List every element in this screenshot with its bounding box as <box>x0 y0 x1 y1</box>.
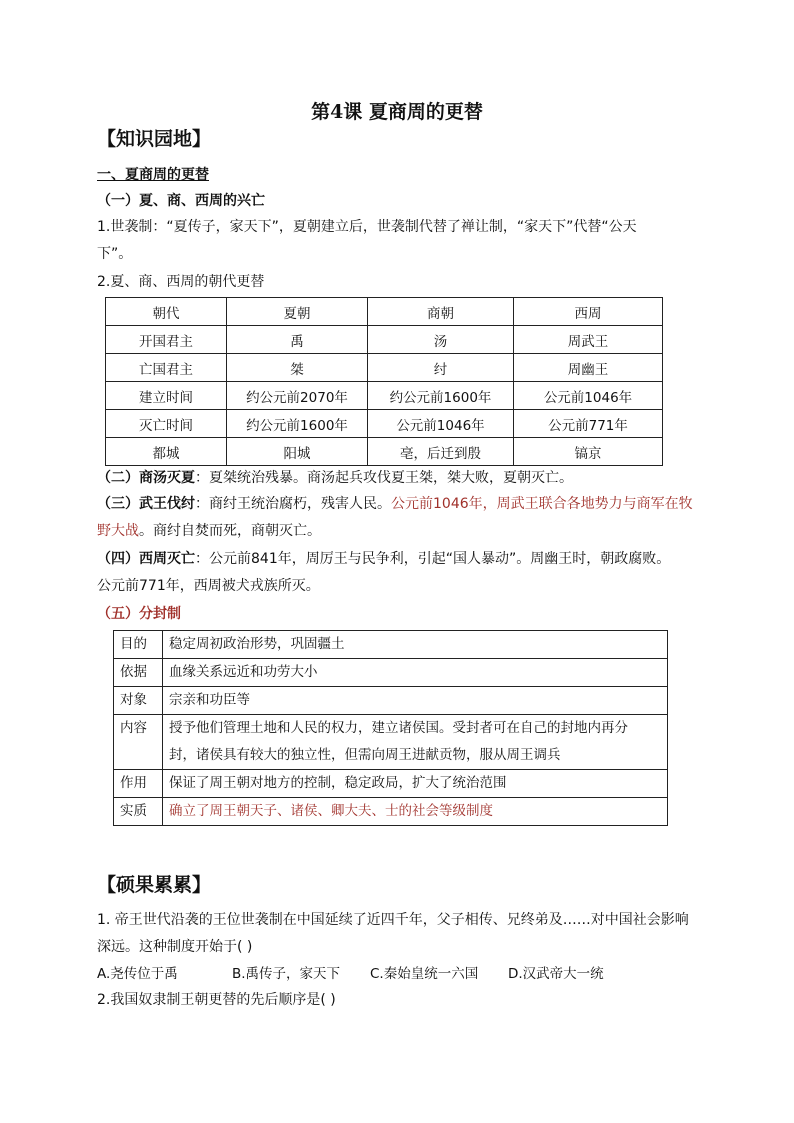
option-b[interactable]: B.禹传子，家天下 <box>232 966 341 982</box>
table-cell: 桀 <box>227 354 368 382</box>
table-row <box>114 715 668 770</box>
text-span: 。商纣自焚而死，商朝灭亡。 <box>139 523 321 539</box>
text-line: 1. 帝王世代沿袭的王位世袭制在中国延续了近四千年，父子相传、兄终弟及……对中国社会影响 <box>97 912 689 928</box>
table-row <box>106 382 663 410</box>
subheading-western-zhou: （四）西周灭亡 <box>97 551 195 567</box>
dynasty-table <box>105 297 663 466</box>
table-cell: 开国君主 <box>106 326 227 354</box>
table-header: 夏朝 <box>227 298 368 326</box>
text-line: 授予他们管理土地和人民的权力，建立诸侯国。受封者可在自己的封地内再分 <box>169 720 628 736</box>
table-cell: 亡国君主 <box>106 354 227 382</box>
highlight-text: 野大战 <box>97 523 139 539</box>
table-cell: 阳城 <box>227 438 368 466</box>
table-cell: 约公元前2070年 <box>227 382 368 410</box>
subheading-shang: （二）商汤灭夏 <box>97 470 195 486</box>
question-1 <box>97 907 717 961</box>
table-cell: 亳，后迁到殷 <box>368 438 514 466</box>
table-row <box>106 326 663 354</box>
text-line: 公元前771年，西周被犬戎族所灭。 <box>97 578 320 594</box>
table-cell: 灭亡时间 <box>106 410 227 438</box>
text-span: ：夏桀统治残暴。商汤起兵攻伐夏王桀，桀大败，夏朝灭亡。 <box>195 470 573 486</box>
table-row <box>106 410 663 438</box>
row-value: 确立了周王朝天子、诸侯、卿大夫、士的社会等级制度 <box>163 798 668 826</box>
enfeoffment-table <box>113 630 668 826</box>
table-cell: 禹 <box>227 326 368 354</box>
text-line: 封，诸侯具有较大的独立性，但需向周王进献贡物，服从周王调兵 <box>169 747 561 763</box>
exercise-heading: 【硕果累累】 <box>97 874 212 896</box>
table-header: 西周 <box>514 298 663 326</box>
subheading-enfeoffment: （五）分封制 <box>97 606 181 622</box>
row-value: 稳定周初政治形势，巩固疆土 <box>163 631 668 659</box>
table-cell: 约公元前1600年 <box>368 382 514 410</box>
table-cell: 周武王 <box>514 326 663 354</box>
table-cell: 镐京 <box>514 438 663 466</box>
row-value: 宗亲和功臣等 <box>163 687 668 715</box>
row-key: 实质 <box>114 798 163 826</box>
text-span: ：公元前841年，周厉王与民争利，引起“国人暴动”。周幽王时，朝政腐败。 <box>195 551 671 567</box>
part-heading: 一、夏商周的更替 <box>97 167 209 183</box>
table-cell: 汤 <box>368 326 514 354</box>
table-cell: 公元前1046年 <box>514 382 663 410</box>
table-cell: 都城 <box>106 438 227 466</box>
table-cell: 纣 <box>368 354 514 382</box>
option-c[interactable]: C.秦始皇统一六国 <box>370 966 479 982</box>
option-d[interactable]: D.汉武帝大一统 <box>508 966 604 982</box>
table-row <box>114 631 668 659</box>
row-key: 依据 <box>114 659 163 687</box>
row-key: 对象 <box>114 687 163 715</box>
table-header-row <box>106 298 663 326</box>
subheading-wuwang: （三）武王伐纣 <box>97 496 195 512</box>
subheading-rise-fall: （一）夏、商、西周的兴亡 <box>97 193 265 209</box>
table-row <box>106 438 663 466</box>
table-row <box>114 798 668 826</box>
question-2: 2.我国奴隶制王朝更替的先后顺序是( ) <box>97 992 336 1008</box>
paragraph-shang-overthrows-xia <box>97 465 707 492</box>
table-row <box>114 770 668 798</box>
table-cell: 公元前771年 <box>514 410 663 438</box>
text-span: ：商纣王统治腐朽，残害人民。 <box>195 496 391 512</box>
knowledge-heading: 【知识园地】 <box>97 128 212 150</box>
highlight-text: 公元前1046年，周武王联合各地势力与商军在牧 <box>391 496 693 512</box>
question-1-options <box>97 961 604 988</box>
row-value <box>163 715 668 770</box>
table-header: 商朝 <box>368 298 514 326</box>
row-key: 目的 <box>114 631 163 659</box>
table-cell: 公元前1046年 <box>368 410 514 438</box>
row-value: 保证了周王朝对地方的控制，稳定政局，扩大了统治范围 <box>163 770 668 798</box>
page-title: 第4课 夏商周的更替 <box>311 101 483 123</box>
paragraph-western-zhou-fall <box>97 546 707 600</box>
table-cell: 建立时间 <box>106 382 227 410</box>
table-cell: 周幽王 <box>514 354 663 382</box>
row-value: 血缘关系远近和功劳大小 <box>163 659 668 687</box>
table-row <box>106 354 663 382</box>
row-key: 作用 <box>114 770 163 798</box>
option-a[interactable]: A.尧传位于禹 <box>97 966 178 982</box>
table-caption: 2.夏、商、西周的朝代更替 <box>97 274 265 290</box>
table-row <box>114 687 668 715</box>
table-row <box>114 659 668 687</box>
table-cell: 约公元前1600年 <box>227 410 368 438</box>
text-line: 1.世袭制：“夏传子，家天下”，夏朝建立后，世袭制代替了禅让制，“家天下”代替“公天 <box>97 219 637 235</box>
row-key: 内容 <box>114 715 163 770</box>
paragraph-wu-conquers-shang <box>97 491 707 545</box>
text-line: 下”。 <box>97 246 133 262</box>
text-line: 深远。这种制度开始于( ) <box>97 939 253 955</box>
paragraph-hereditary <box>97 214 707 268</box>
table-header: 朝代 <box>106 298 227 326</box>
